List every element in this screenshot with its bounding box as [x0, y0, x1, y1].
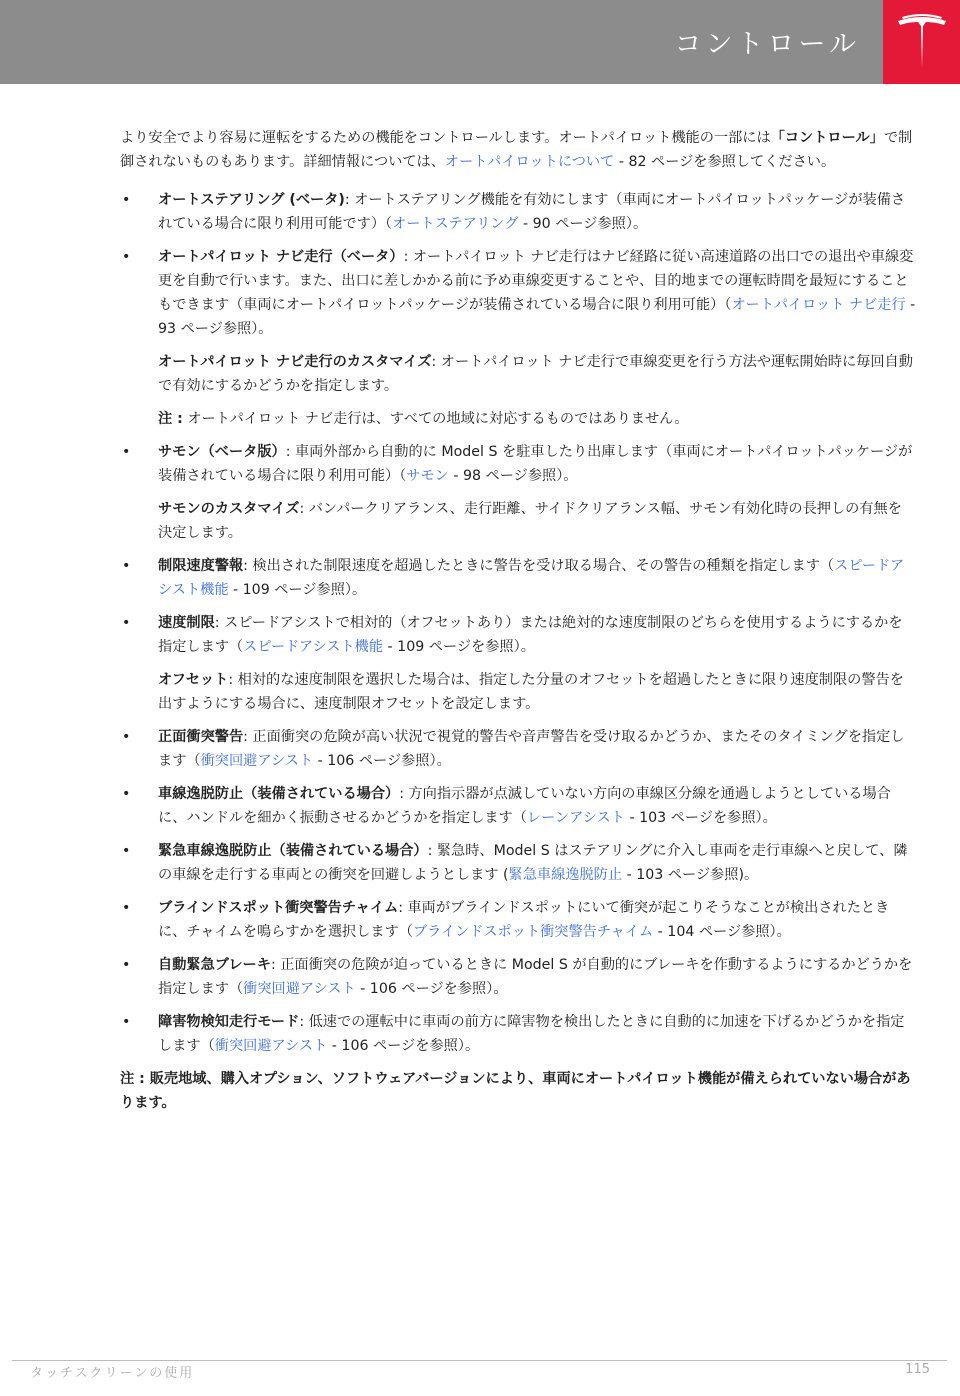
item-link[interactable]: スピードアシスト機能: [158, 558, 905, 598]
item-link[interactable]: 緊急車線逸脱防止: [508, 867, 623, 883]
final-note: 注 : 販売地域、購入オプション、ソフトウェアバージョンにより、車両にオートパイロット機能が備えられていない場合があります。: [120, 1071, 911, 1111]
list-item-speed-limit: [120, 611, 916, 716]
intro-text-2: で制御されないものもあります。詳細情報については、: [120, 130, 913, 170]
item-page-ref: - 109 ページ参照）。: [228, 582, 367, 598]
item-desc: : オートステアリング機能を有効にします（車両にオートパイロットパッケージが装備されている場合に限り利用可能です）（: [158, 192, 906, 232]
list-item-automatic-emergency-braking: [120, 953, 916, 1001]
note-text: オートパイロット ナビ走行は、すべての地域に対応するものではありません。: [182, 411, 689, 427]
footer-section-name: タッチスクリーンの使用: [30, 1366, 195, 1381]
item-page-ref: - 93 ページ参照）。: [158, 297, 916, 337]
item-link[interactable]: 衝突回避アシスト: [214, 1038, 328, 1054]
sub-title: オートパイロット ナビ走行のカスタマイズ: [158, 354, 432, 370]
sub-title: オフセット: [158, 672, 229, 688]
item-title: 緊急車線逸脱防止（装備されている場合）: [158, 843, 428, 859]
item-page-ref: - 103 ページ参照)。: [622, 867, 759, 883]
list-item-blind-spot-chime: [120, 896, 916, 944]
item-desc: : スピードアシストで相対的（オフセットあり）または絶対的な速度制限のどちらを使用するようにするかを指定します（: [158, 615, 903, 655]
item-desc: : 方向指示器が点滅していない方向の車線区分線を通過しようとしている場合に、ハンドルを細かく振動させるかどうかを指定します（: [158, 786, 891, 826]
main-content: [120, 126, 916, 1129]
item-link[interactable]: オートステアリング: [392, 216, 519, 232]
list-item-obstacle-aware-acceleration: [120, 1010, 916, 1058]
sub-paragraph-customize-summon: [158, 497, 916, 545]
item-title: サモン（ベータ版）: [158, 444, 286, 460]
list-item-lane-departure-avoidance: [120, 782, 916, 830]
item-desc: : 正面衝突の危険が高い状況で視覚的警告や音声警告を受け取るかどうか、またそのタイミングを指定します（: [158, 729, 905, 769]
sub-paragraph-customize-nav: [158, 350, 916, 398]
item-link[interactable]: スピードアシスト機能: [243, 639, 384, 655]
sub-paragraph-note: [158, 407, 916, 431]
item-page-ref: - 109 ページを参照）。: [383, 639, 535, 655]
list-item-summon: [120, 440, 916, 545]
item-page-ref: - 98 ページ参照）。: [448, 468, 578, 484]
item-desc: : 検出された制限速度を超過したときに警告を受け取る場合、その警告の種類を指定します（: [243, 558, 835, 574]
item-desc: : オートパイロット ナビ走行はナビ経路に従い高速道路の出口での退出や車線変更を自動で行います。また、出口に差しかかる前に予め車線変更することや、目的地までの運転時間を最短にすることもできます（車両にオートパイロットパッケージが装備されている場合に限り利用可能）（: [158, 249, 914, 313]
sub-text: : オートパイロット ナビ走行で車線変更を行う方法や運転開始時に毎回自動で有効にするかどうかを指定します。: [158, 354, 913, 394]
list-item-autosteer: [120, 188, 916, 236]
list-item-navigate-on-autopilot: [120, 245, 916, 431]
item-desc: : 車両外部から自動的に Model S を駐車したり出庫します（車両にオートパイロットパッケージが装備されている場合に限り利用可能）（: [158, 444, 913, 484]
item-link[interactable]: レーンアシスト: [526, 810, 625, 826]
sub-text: : 相対的な速度制限を選択した場合は、指定した分量のオフセットを超過したときに限り速度制限の警告を出すようにする場合に、速度制限オフセットを設定します。: [158, 672, 904, 712]
intro-controls-term: 「コントロール」: [770, 130, 884, 146]
item-title: 障害物検知走行モード: [158, 1014, 300, 1030]
item-title: オートステアリング (ベータ): [158, 192, 345, 208]
item-page-ref: - 90 ページ参照）。: [518, 216, 648, 232]
item-desc: : 正面衝突の危険が迫っているときに Model S が自動的にブレーキを作動するようにするかどうかを指定します（: [158, 957, 913, 997]
item-title: 制限速度警報: [158, 558, 244, 574]
sub-text: : バンパークリアランス、走行距離、サイドクリアランス幅、サモン有効化時の長押しの有無を決定します。: [158, 501, 902, 541]
item-link[interactable]: ブラインドスポット衝突警告チャイム: [412, 924, 654, 940]
item-link[interactable]: サモン: [406, 468, 449, 484]
intro-text-1: より安全でより容易に運転をするための機能をコントロールします。オートパイロット機能の一部には: [120, 130, 771, 146]
item-desc: : 緊急時、Model S はステアリングに介入し車両を走行車線へと戻して、隣の車線を走行する車両との衝突を回避しようとします (: [158, 843, 908, 883]
item-page-ref: - 106 ページ参照）。: [313, 753, 451, 769]
list-item-emergency-lane-departure: [120, 839, 916, 887]
tesla-logo-icon: [896, 14, 948, 70]
item-page-ref: - 106 ページを参照）。: [355, 981, 508, 997]
list-item-speed-limit-warning: [120, 554, 916, 602]
item-title: 速度制限: [158, 615, 215, 631]
page-title: コントロール: [674, 29, 860, 60]
item-title: ブラインドスポット衝突警告チャイム: [158, 900, 399, 916]
intro-text-3: - 82 ページを参照してください。: [614, 154, 836, 170]
item-page-ref: - 104 ページ参照）。: [653, 924, 791, 940]
feature-list: [120, 188, 916, 1058]
item-link[interactable]: オートパイロット ナビ走行: [731, 297, 906, 313]
item-title: 車線逸脱防止（装備されている場合）: [158, 786, 400, 802]
page-number: 115: [905, 1362, 930, 1377]
item-title: 正面衝突警告: [158, 729, 244, 745]
sub-title: サモンのカスタマイズ: [158, 501, 300, 517]
item-title: 自動緊急ブレーキ: [158, 957, 271, 973]
note-label: 注 :: [158, 411, 183, 427]
item-link[interactable]: 衝突回避アシスト: [200, 753, 314, 769]
item-page-ref: - 106 ページを参照）。: [327, 1038, 480, 1054]
item-page-ref: - 103 ページを参照）。: [624, 810, 777, 826]
sub-paragraph-offset: [158, 668, 916, 716]
item-title: オートパイロット ナビ走行（ベータ）: [158, 249, 404, 265]
intro-link-autopilot[interactable]: オートパイロットについて: [444, 154, 615, 170]
header-bar: [0, 0, 960, 84]
brand-logo-box: [883, 0, 960, 84]
item-desc: : 低速での運転中に車両の前方に障害物を検出したときに自動的に加速を下げるかどうかを指定します（: [158, 1014, 905, 1054]
item-link[interactable]: 衝突回避アシスト: [243, 981, 356, 997]
item-desc: : 車両がブラインドスポットにいて衝突が起こりそうなことが検出されたときに、チャイムを鳴らすかを選択します（: [158, 900, 890, 940]
list-item-forward-collision-warning: [120, 725, 916, 773]
footer-divider: [12, 1360, 947, 1361]
intro-paragraph: [120, 126, 916, 174]
